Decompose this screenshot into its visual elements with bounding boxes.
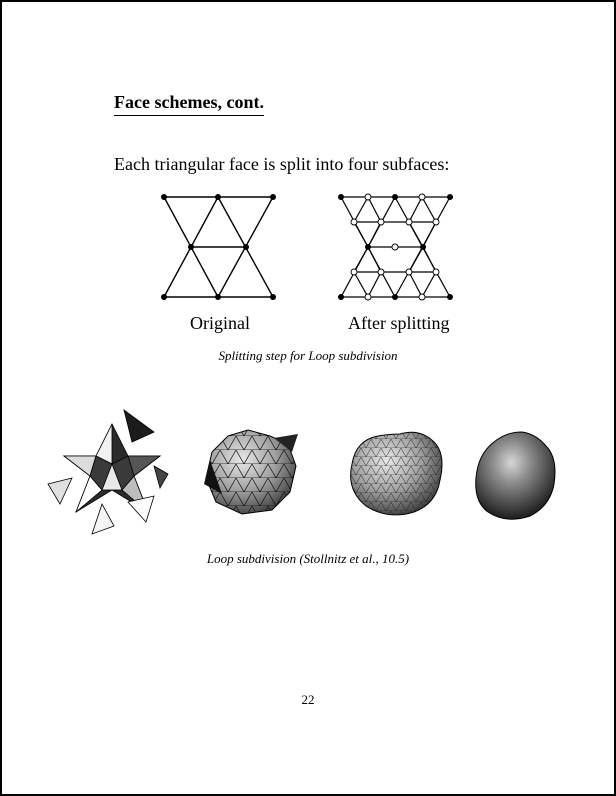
faceted-mesh-level1 [204, 430, 298, 514]
fine-mesh-level2 [351, 432, 442, 515]
label-after-splitting: After splitting [348, 313, 450, 333]
page-title: Face schemes, cont. [114, 92, 264, 116]
figure2-caption: Loop subdivision (Stollnitz et al., 10.5) [206, 551, 410, 566]
original-mesh [164, 197, 273, 297]
figure1-caption: Splitting step for Loop subdivision [218, 348, 398, 363]
splitting-diagram [152, 188, 472, 304]
label-original: Original [190, 313, 250, 333]
loop-subdivision-renders [36, 394, 576, 544]
smooth-limit-surface [476, 432, 555, 519]
stellated-polyhedron [48, 410, 168, 534]
page-number: 22 [301, 692, 315, 707]
intro-text: Each triangular face is split into four subfaces: [114, 154, 450, 174]
